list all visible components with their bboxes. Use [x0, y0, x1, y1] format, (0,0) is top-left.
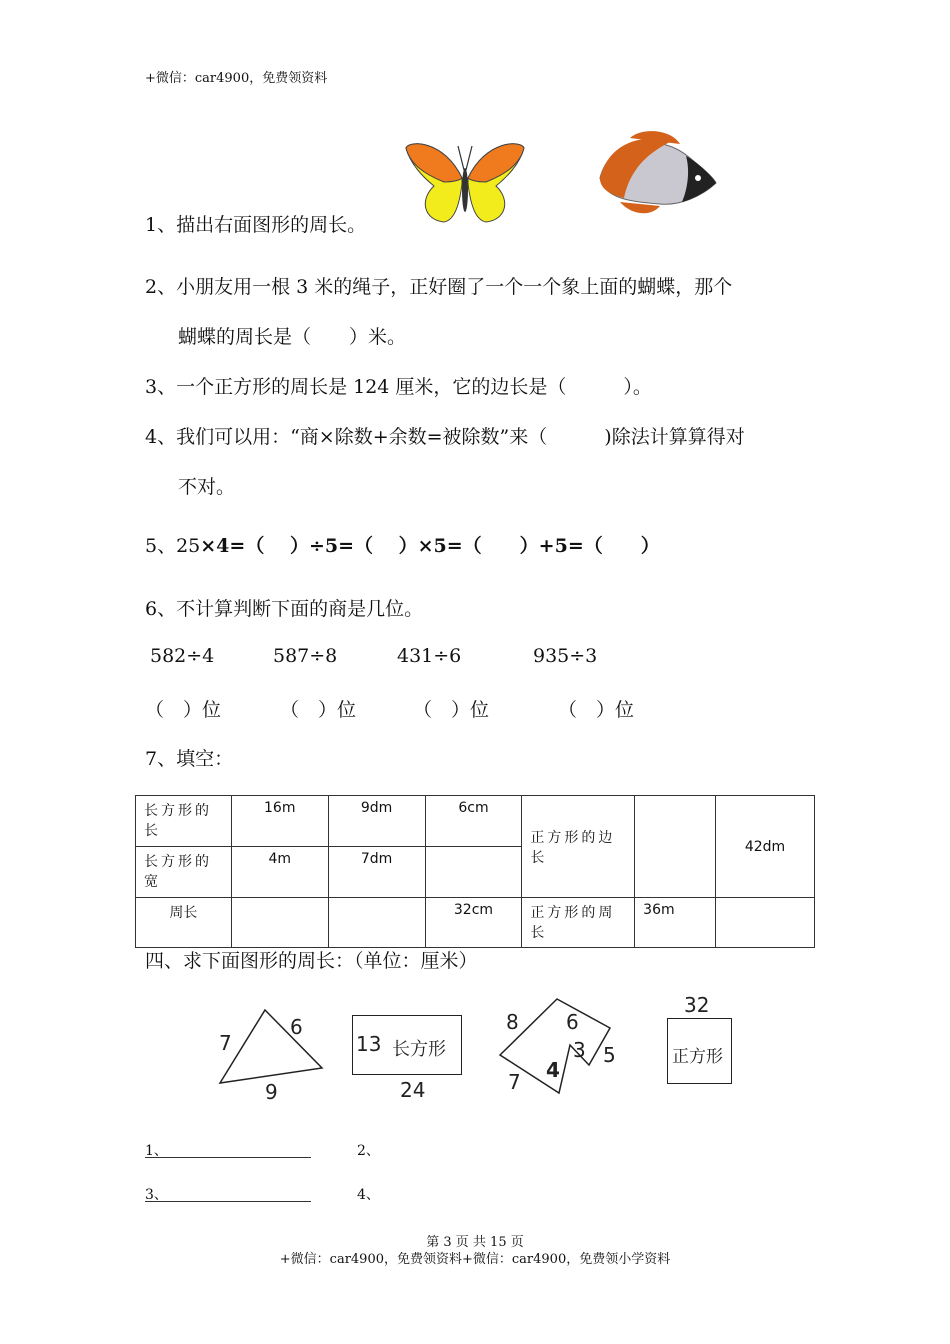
page-number: 第 3 页 共 15 页	[426, 1235, 524, 1250]
triangle-right-label: 6	[290, 1015, 303, 1039]
butterfly-image	[404, 140, 526, 226]
triangle-figure	[215, 1005, 330, 1090]
table-cell: 长方形的长	[136, 796, 232, 847]
question-1: 1、描出右面图形的周长。	[145, 214, 367, 236]
table-cell: 36m	[635, 898, 716, 948]
table-cell	[328, 898, 425, 948]
q6-blank-2: （ ）位	[280, 699, 357, 721]
rectangle-bottom-label: 24	[400, 1078, 426, 1102]
square-name-label: 正方形	[672, 1047, 723, 1067]
rectangle-side-label: 13	[356, 1032, 382, 1056]
square-top-label: 32	[684, 993, 710, 1017]
fill-in-table	[135, 795, 815, 948]
answer-4-label: 4、	[357, 1187, 380, 1203]
question-4-line-2: 不对。	[178, 476, 236, 498]
q6-expr-4: 935÷3	[533, 645, 598, 667]
fish-image	[590, 128, 720, 220]
table-cell: 周长	[136, 898, 232, 948]
table-row	[136, 796, 815, 847]
table-cell: 6cm	[425, 796, 522, 847]
answer-3-label: 3、	[145, 1187, 168, 1203]
table-cell: 42dm	[716, 796, 815, 898]
question-6: 6、不计算判断下面的商是几位。	[145, 598, 424, 620]
table-cell: 4m	[231, 847, 328, 898]
polygon-label-5: 5	[603, 1043, 616, 1067]
polygon-label-6: 6	[566, 1010, 579, 1034]
polygon-label-7: 7	[508, 1070, 521, 1094]
table-cell: 9dm	[328, 796, 425, 847]
polygon-label-3: 3	[573, 1038, 586, 1062]
answer-3-line[interactable]	[145, 1201, 311, 1202]
question-5-prefix: 5、25	[145, 535, 201, 557]
polygon-label-8: 8	[506, 1010, 519, 1034]
triangle-left-label: 7	[219, 1031, 232, 1055]
question-5-expression: ×4=（ ）÷5=（ ）×5=（ ）+5=（ ）	[200, 535, 660, 557]
triangle-bottom-label: 9	[265, 1080, 278, 1104]
table-row	[136, 898, 815, 948]
rectangle-name-label: 长方形	[392, 1039, 446, 1060]
footer-note: +微信：car4900，免费领资料+微信：car4900，免费领小学资料	[279, 1252, 671, 1267]
question-5	[145, 531, 660, 558]
table-cell	[635, 796, 716, 898]
q6-blank-3: （ ）位	[413, 699, 490, 721]
answer-1-line[interactable]	[145, 1157, 311, 1158]
header-note: +微信：car4900，免费领资料	[145, 71, 328, 86]
question-2-line-2: 蝴蝶的周长是（ ）米。	[178, 326, 407, 348]
q6-expr-1: 582÷4	[150, 645, 215, 667]
question-2-line-1: 2、小朋友用一根 3 米的绳子，正好圈了一个一个象上面的蝴蝶，那个	[145, 276, 733, 298]
q6-blank-1: （ ）位	[145, 699, 222, 721]
table-cell: 正方形的边长	[522, 796, 635, 898]
section-4-title: 四、求下面图形的周长：（单位：厘米）	[145, 950, 478, 972]
table-cell: 长方形的宽	[136, 847, 232, 898]
table-cell: 正方形的周长	[522, 898, 635, 948]
table-cell: 16m	[231, 796, 328, 847]
table-cell	[425, 847, 522, 898]
q6-expr-2: 587÷8	[273, 645, 338, 667]
polygon-label-4: 4	[546, 1058, 560, 1082]
table-cell: 7dm	[328, 847, 425, 898]
table-cell	[231, 898, 328, 948]
answer-1-label: 1、	[145, 1143, 168, 1159]
answer-2-label: 2、	[357, 1143, 380, 1159]
question-3: 3、一个正方形的周长是 124 厘米，它的边长是（ ）。	[145, 376, 652, 398]
q6-blank-4: （ ）位	[558, 699, 635, 721]
question-7: 7、填空：	[145, 748, 234, 770]
table-cell	[716, 898, 815, 948]
question-4-line-1: 4、我们可以用：“商×除数+余数=被除数”来（ )除法计算算得对	[145, 426, 745, 448]
table-cell: 32cm	[425, 898, 522, 948]
q6-expr-3: 431÷6	[397, 645, 462, 667]
